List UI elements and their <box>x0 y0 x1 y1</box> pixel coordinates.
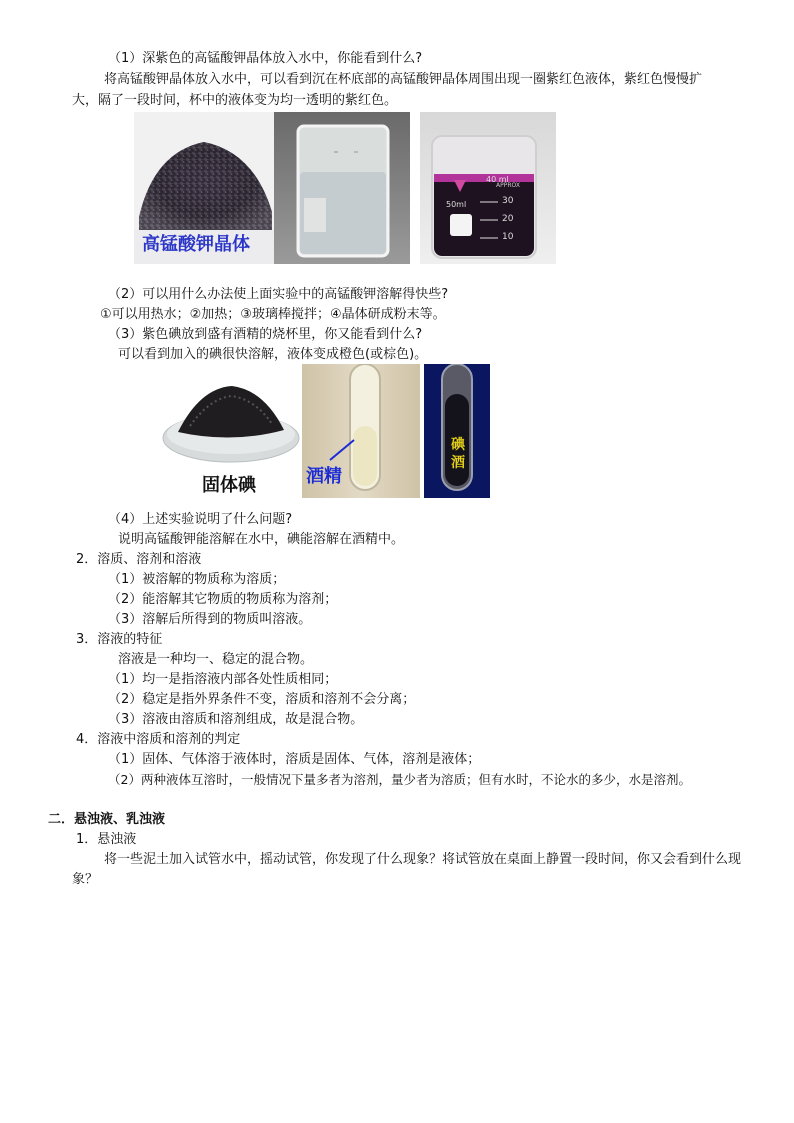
s2-item-1: （1）被溶解的物质称为溶质； <box>108 572 286 587</box>
water-beaker-photo <box>274 112 410 264</box>
q4-answer: 说明高锰酸钾能溶解在水中，碘能溶解在酒精中。 <box>118 532 405 547</box>
crystal-caption: 高锰酸钾晶体 <box>142 234 250 255</box>
part-2-subheading: 1．悬浊液 <box>76 832 137 847</box>
q1-answer-line1: 将高锰酸钾晶体放入水中，可以看到沉在杯底部的高锰酸钾晶体周围出现一圈紫红色液体，紫红色慢慢扩 <box>104 72 703 87</box>
beaker-mark-40: 40 ml <box>486 175 509 184</box>
s3-intro: 溶液是一种均一、稳定的混合物。 <box>118 652 314 667</box>
s2-item-3: （3）溶解后所得到的物质叫溶液。 <box>108 612 312 627</box>
section-3-heading: 3．溶液的特征 <box>76 632 163 647</box>
beaker-mark-30: 30 <box>502 196 514 206</box>
s4-item-1: （1）固体、气体溶于液体时，溶质是固体、气体，溶剂是液体； <box>108 752 481 767</box>
tincture-caption-1: 碘 <box>451 437 465 453</box>
tincture-tube-photo <box>424 364 490 498</box>
q2-question: （2）可以用什么办法使上面实验中的高锰酸钾溶解得快些? <box>108 287 449 302</box>
q3-question: （3）紫色碘放到盛有酒精的烧杯里，你又能看到什么? <box>108 327 423 342</box>
q3-answer: 可以看到加入的碘很快溶解，液体变成橙色(或棕色)。 <box>118 347 428 362</box>
beaker-mark-10: 10 <box>502 232 514 242</box>
part-2-heading: 二．悬浊液、乳浊液 <box>48 812 166 827</box>
s3-item-2: （2）稳定是指外界条件不变，溶质和溶剂不会分离； <box>108 692 416 707</box>
beaker-approx: APPROX <box>496 182 520 189</box>
section-2-heading: 2．溶质、溶剂和溶液 <box>76 552 202 567</box>
s3-item-1: （1）均一是指溶液内部各处性质相同； <box>108 672 338 687</box>
q4-question: （4）上述实验说明了什么问题? <box>108 512 293 527</box>
s2-item-2: （2）能溶解其它物质的物质称为溶剂； <box>108 592 338 607</box>
purple-beaker-photo <box>420 112 556 264</box>
q2-answer: ①可以用热水；②加热；③玻璃棒搅拌；④晶体研成粉末等。 <box>100 307 446 322</box>
beaker-volume: 50ml <box>446 200 467 209</box>
iodine-caption: 固体碘 <box>202 475 256 496</box>
q1-question: （1）深紫色的高锰酸钾晶体放入水中，你能看到什么? <box>108 51 423 66</box>
s3-item-3: （3）溶液由溶质和溶剂组成，故是混合物。 <box>108 712 364 727</box>
beaker-mark-20: 20 <box>502 214 514 224</box>
alcohol-caption: 酒精 <box>306 466 342 487</box>
tincture-caption-2: 酒 <box>451 455 465 471</box>
q1-answer-line2: 大，隔了一段时间，杯中的液体变为均一透明的紫红色。 <box>72 93 398 108</box>
s4-item-2: （2）两种液体互溶时，一般情况下量多者为溶剂，量少者为溶质；但有水时，不论水的多少，水是溶剂。 <box>108 772 691 787</box>
section-4-heading: 4．溶液中溶质和溶剂的判定 <box>76 732 241 747</box>
part-2-paragraph: 将一些泥土加入试管水中，摇动试管，你发现了什么现象？将试管放在桌面上静置一段时间，你又会看到什么现象？ <box>72 852 742 887</box>
